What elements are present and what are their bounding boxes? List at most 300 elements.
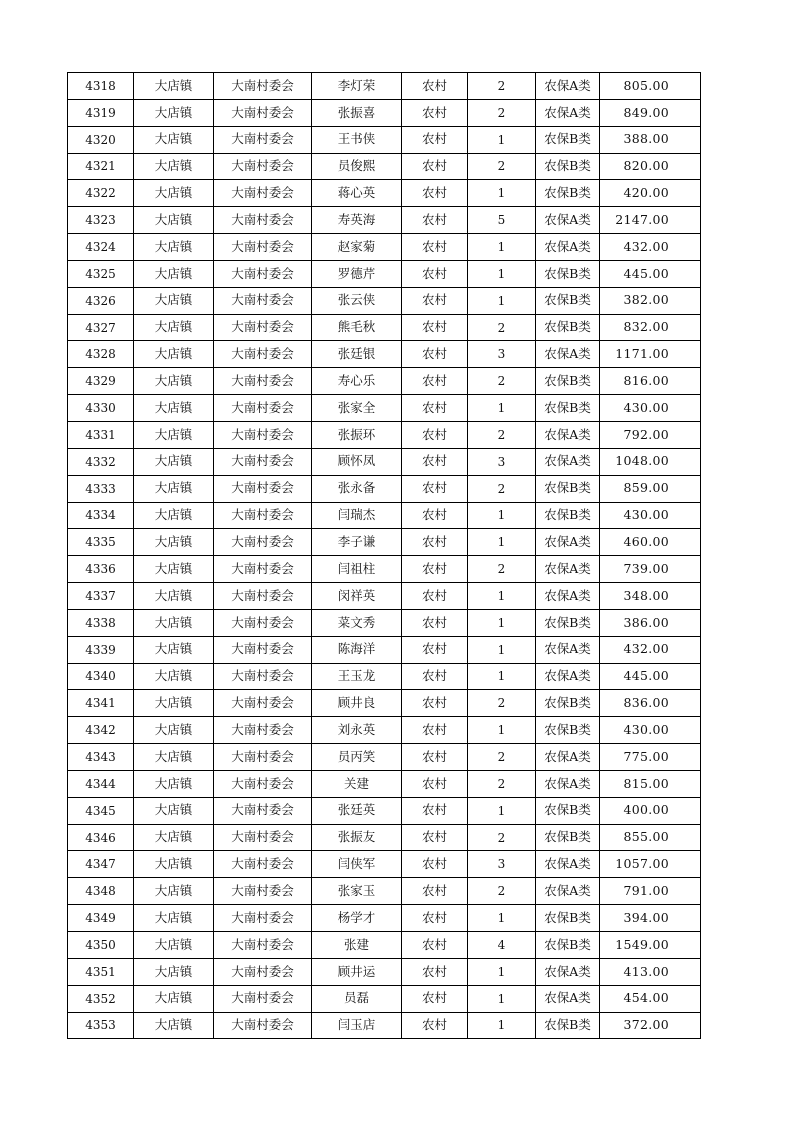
residence-type-cell: 农村 <box>402 260 468 287</box>
amount-cell: 791.00 <box>600 878 701 905</box>
household-size-cell: 1 <box>468 905 536 932</box>
insurance-category-cell: 农保A类 <box>536 851 600 878</box>
residence-type-cell: 农村 <box>402 314 468 341</box>
residence-type-cell: 农村 <box>402 529 468 556</box>
household-size-cell: 1 <box>468 180 536 207</box>
household-size-cell: 2 <box>468 475 536 502</box>
residence-type-cell: 农村 <box>402 99 468 126</box>
insurance-category-cell: 农保A类 <box>536 744 600 771</box>
residence-type-cell: 农村 <box>402 341 468 368</box>
residence-type-cell: 农村 <box>402 985 468 1012</box>
town-cell: 大店镇 <box>134 260 214 287</box>
insurance-category-cell: 农保A类 <box>536 636 600 663</box>
record-id-cell: 4343 <box>68 744 134 771</box>
household-size-cell: 1 <box>468 260 536 287</box>
table-row <box>68 260 701 287</box>
town-cell: 大店镇 <box>134 851 214 878</box>
table-row <box>68 99 701 126</box>
household-size-cell: 2 <box>468 73 536 100</box>
insurance-category-cell: 农保A类 <box>536 583 600 610</box>
insurance-category-cell: 农保A类 <box>536 421 600 448</box>
town-cell: 大店镇 <box>134 207 214 234</box>
town-cell: 大店镇 <box>134 878 214 905</box>
amount-cell: 430.00 <box>600 395 701 422</box>
village-committee-cell: 大南村委会 <box>214 234 312 261</box>
amount-cell: 849.00 <box>600 99 701 126</box>
village-committee-cell: 大南村委会 <box>214 609 312 636</box>
table-row <box>68 395 701 422</box>
village-committee-cell: 大南村委会 <box>214 556 312 583</box>
household-size-cell: 1 <box>468 1012 536 1039</box>
town-cell: 大店镇 <box>134 395 214 422</box>
residence-type-cell: 农村 <box>402 690 468 717</box>
insurance-category-cell: 农保B类 <box>536 717 600 744</box>
record-id-cell: 4346 <box>68 824 134 851</box>
record-id-cell: 4321 <box>68 153 134 180</box>
amount-cell: 432.00 <box>600 636 701 663</box>
town-cell: 大店镇 <box>134 341 214 368</box>
amount-cell: 859.00 <box>600 475 701 502</box>
village-committee-cell: 大南村委会 <box>214 207 312 234</box>
name-cell: 寿英海 <box>312 207 402 234</box>
residence-type-cell: 农村 <box>402 475 468 502</box>
residence-type-cell: 农村 <box>402 556 468 583</box>
name-cell: 刘永英 <box>312 717 402 744</box>
name-cell: 员磊 <box>312 985 402 1012</box>
amount-cell: 820.00 <box>600 153 701 180</box>
household-size-cell: 2 <box>468 690 536 717</box>
village-committee-cell: 大南村委会 <box>214 932 312 959</box>
record-id-cell: 4327 <box>68 314 134 341</box>
household-size-cell: 2 <box>468 878 536 905</box>
household-size-cell: 5 <box>468 207 536 234</box>
table-row <box>68 797 701 824</box>
residence-type-cell: 农村 <box>402 287 468 314</box>
name-cell: 王书侠 <box>312 126 402 153</box>
village-committee-cell: 大南村委会 <box>214 368 312 395</box>
household-size-cell: 2 <box>468 824 536 851</box>
table-row <box>68 824 701 851</box>
name-cell: 李子谦 <box>312 529 402 556</box>
household-size-cell: 2 <box>468 368 536 395</box>
village-committee-cell: 大南村委会 <box>214 770 312 797</box>
town-cell: 大店镇 <box>134 717 214 744</box>
residence-type-cell: 农村 <box>402 153 468 180</box>
village-committee-cell: 大南村委会 <box>214 663 312 690</box>
insurance-category-cell: 农保B类 <box>536 126 600 153</box>
residence-type-cell: 农村 <box>402 770 468 797</box>
name-cell: 闫祖柱 <box>312 556 402 583</box>
village-committee-cell: 大南村委会 <box>214 126 312 153</box>
amount-cell: 388.00 <box>600 126 701 153</box>
village-committee-cell: 大南村委会 <box>214 395 312 422</box>
insurance-category-cell: 农保B类 <box>536 797 600 824</box>
residence-type-cell: 农村 <box>402 368 468 395</box>
village-committee-cell: 大南村委会 <box>214 341 312 368</box>
record-id-cell: 4333 <box>68 475 134 502</box>
insurance-category-cell: 农保A类 <box>536 556 600 583</box>
amount-cell: 775.00 <box>600 744 701 771</box>
village-committee-cell: 大南村委会 <box>214 985 312 1012</box>
residence-type-cell: 农村 <box>402 448 468 475</box>
amount-cell: 420.00 <box>600 180 701 207</box>
amount-cell: 454.00 <box>600 985 701 1012</box>
table-row <box>68 287 701 314</box>
town-cell: 大店镇 <box>134 502 214 529</box>
household-size-cell: 1 <box>468 234 536 261</box>
town-cell: 大店镇 <box>134 1012 214 1039</box>
amount-cell: 400.00 <box>600 797 701 824</box>
household-size-cell: 1 <box>468 636 536 663</box>
household-size-cell: 1 <box>468 126 536 153</box>
table-row <box>68 690 701 717</box>
table-row <box>68 958 701 985</box>
amount-cell: 432.00 <box>600 234 701 261</box>
record-id-cell: 4324 <box>68 234 134 261</box>
residence-type-cell: 农村 <box>402 73 468 100</box>
name-cell: 关建 <box>312 770 402 797</box>
insurance-category-cell: 农保B类 <box>536 905 600 932</box>
record-id-cell: 4345 <box>68 797 134 824</box>
amount-cell: 382.00 <box>600 287 701 314</box>
amount-cell: 739.00 <box>600 556 701 583</box>
record-id-cell: 4341 <box>68 690 134 717</box>
name-cell: 熊毛秋 <box>312 314 402 341</box>
residence-type-cell: 农村 <box>402 1012 468 1039</box>
town-cell: 大店镇 <box>134 287 214 314</box>
town-cell: 大店镇 <box>134 932 214 959</box>
amount-cell: 2147.00 <box>600 207 701 234</box>
record-id-cell: 4331 <box>68 421 134 448</box>
town-cell: 大店镇 <box>134 99 214 126</box>
residence-type-cell: 农村 <box>402 395 468 422</box>
household-size-cell: 2 <box>468 314 536 341</box>
village-committee-cell: 大南村委会 <box>214 958 312 985</box>
table-row <box>68 314 701 341</box>
insurance-category-cell: 农保B类 <box>536 824 600 851</box>
name-cell: 张廷银 <box>312 341 402 368</box>
insurance-category-cell: 农保A类 <box>536 448 600 475</box>
town-cell: 大店镇 <box>134 73 214 100</box>
table-row <box>68 421 701 448</box>
name-cell: 张云侠 <box>312 287 402 314</box>
record-id-cell: 4337 <box>68 583 134 610</box>
amount-cell: 805.00 <box>600 73 701 100</box>
insurance-category-cell: 农保A类 <box>536 529 600 556</box>
household-size-cell: 2 <box>468 770 536 797</box>
village-committee-cell: 大南村委会 <box>214 905 312 932</box>
record-id-cell: 4320 <box>68 126 134 153</box>
residence-type-cell: 农村 <box>402 717 468 744</box>
insurance-category-cell: 农保B类 <box>536 260 600 287</box>
insurance-category-cell: 农保B类 <box>536 153 600 180</box>
table-row <box>68 207 701 234</box>
village-committee-cell: 大南村委会 <box>214 180 312 207</box>
record-id-cell: 4336 <box>68 556 134 583</box>
village-committee-cell: 大南村委会 <box>214 583 312 610</box>
household-size-cell: 1 <box>468 985 536 1012</box>
village-committee-cell: 大南村委会 <box>214 153 312 180</box>
record-id-cell: 4335 <box>68 529 134 556</box>
town-cell: 大店镇 <box>134 583 214 610</box>
table-row <box>68 234 701 261</box>
village-committee-cell: 大南村委会 <box>214 502 312 529</box>
amount-cell: 430.00 <box>600 717 701 744</box>
name-cell: 陈海洋 <box>312 636 402 663</box>
town-cell: 大店镇 <box>134 985 214 1012</box>
town-cell: 大店镇 <box>134 958 214 985</box>
table-row <box>68 717 701 744</box>
record-id-cell: 4322 <box>68 180 134 207</box>
household-size-cell: 3 <box>468 341 536 368</box>
name-cell: 张廷英 <box>312 797 402 824</box>
residence-type-cell: 农村 <box>402 824 468 851</box>
insurance-category-cell: 农保B类 <box>536 475 600 502</box>
name-cell: 顾井良 <box>312 690 402 717</box>
record-id-cell: 4334 <box>68 502 134 529</box>
record-id-cell: 4330 <box>68 395 134 422</box>
village-committee-cell: 大南村委会 <box>214 475 312 502</box>
insurance-category-cell: 农保A类 <box>536 663 600 690</box>
village-committee-cell: 大南村委会 <box>214 287 312 314</box>
table-row <box>68 180 701 207</box>
table-row <box>68 609 701 636</box>
name-cell: 张建 <box>312 932 402 959</box>
household-size-cell: 1 <box>468 797 536 824</box>
village-committee-cell: 大南村委会 <box>214 690 312 717</box>
town-cell: 大店镇 <box>134 153 214 180</box>
town-cell: 大店镇 <box>134 368 214 395</box>
record-id-cell: 4328 <box>68 341 134 368</box>
insurance-category-cell: 农保A类 <box>536 341 600 368</box>
name-cell: 闵祥英 <box>312 583 402 610</box>
name-cell: 罗德芹 <box>312 260 402 287</box>
insurance-category-cell: 农保B类 <box>536 314 600 341</box>
residence-type-cell: 农村 <box>402 583 468 610</box>
name-cell: 顾井运 <box>312 958 402 985</box>
town-cell: 大店镇 <box>134 180 214 207</box>
amount-cell: 430.00 <box>600 502 701 529</box>
household-size-cell: 1 <box>468 609 536 636</box>
town-cell: 大店镇 <box>134 475 214 502</box>
amount-cell: 792.00 <box>600 421 701 448</box>
record-id-cell: 4348 <box>68 878 134 905</box>
village-committee-cell: 大南村委会 <box>214 797 312 824</box>
town-cell: 大店镇 <box>134 448 214 475</box>
table-row <box>68 153 701 180</box>
town-cell: 大店镇 <box>134 824 214 851</box>
village-committee-cell: 大南村委会 <box>214 1012 312 1039</box>
name-cell: 张家玉 <box>312 878 402 905</box>
record-id-cell: 4339 <box>68 636 134 663</box>
name-cell: 闫侠军 <box>312 851 402 878</box>
record-id-cell: 4332 <box>68 448 134 475</box>
table-row <box>68 851 701 878</box>
table-row <box>68 744 701 771</box>
record-id-cell: 4340 <box>68 663 134 690</box>
table-row <box>68 770 701 797</box>
residence-type-cell: 农村 <box>402 797 468 824</box>
name-cell: 菜文秀 <box>312 609 402 636</box>
town-cell: 大店镇 <box>134 770 214 797</box>
insurance-category-cell: 农保B类 <box>536 395 600 422</box>
household-size-cell: 1 <box>468 529 536 556</box>
town-cell: 大店镇 <box>134 609 214 636</box>
village-committee-cell: 大南村委会 <box>214 529 312 556</box>
name-cell: 杨学才 <box>312 905 402 932</box>
name-cell: 张振环 <box>312 421 402 448</box>
table-row <box>68 502 701 529</box>
table-row <box>68 636 701 663</box>
town-cell: 大店镇 <box>134 529 214 556</box>
town-cell: 大店镇 <box>134 421 214 448</box>
name-cell: 李灯荣 <box>312 73 402 100</box>
household-size-cell: 2 <box>468 556 536 583</box>
town-cell: 大店镇 <box>134 905 214 932</box>
residence-type-cell: 农村 <box>402 609 468 636</box>
table-row <box>68 932 701 959</box>
amount-cell: 815.00 <box>600 770 701 797</box>
town-cell: 大店镇 <box>134 636 214 663</box>
amount-cell: 816.00 <box>600 368 701 395</box>
amount-cell: 1048.00 <box>600 448 701 475</box>
table-row <box>68 878 701 905</box>
insurance-category-cell: 农保A类 <box>536 878 600 905</box>
insurance-category-cell: 农保A类 <box>536 985 600 1012</box>
residence-type-cell: 农村 <box>402 502 468 529</box>
household-size-cell: 2 <box>468 421 536 448</box>
insurance-category-cell: 农保B类 <box>536 287 600 314</box>
residence-type-cell: 农村 <box>402 744 468 771</box>
record-id-cell: 4318 <box>68 73 134 100</box>
residence-type-cell: 农村 <box>402 663 468 690</box>
benefit-register-table <box>67 72 701 1039</box>
table-row <box>68 529 701 556</box>
town-cell: 大店镇 <box>134 744 214 771</box>
name-cell: 员俊熙 <box>312 153 402 180</box>
household-size-cell: 1 <box>468 958 536 985</box>
table-row <box>68 1012 701 1039</box>
residence-type-cell: 农村 <box>402 878 468 905</box>
household-size-cell: 2 <box>468 99 536 126</box>
table-row <box>68 368 701 395</box>
name-cell: 张家全 <box>312 395 402 422</box>
village-committee-cell: 大南村委会 <box>214 878 312 905</box>
village-committee-cell: 大南村委会 <box>214 314 312 341</box>
insurance-category-cell: 农保B类 <box>536 932 600 959</box>
record-id-cell: 4350 <box>68 932 134 959</box>
name-cell: 张振友 <box>312 824 402 851</box>
record-id-cell: 4344 <box>68 770 134 797</box>
village-committee-cell: 大南村委会 <box>214 448 312 475</box>
table-row <box>68 556 701 583</box>
insurance-category-cell: 农保A类 <box>536 207 600 234</box>
village-committee-cell: 大南村委会 <box>214 260 312 287</box>
village-committee-cell: 大南村委会 <box>214 99 312 126</box>
town-cell: 大店镇 <box>134 797 214 824</box>
table-row <box>68 985 701 1012</box>
amount-cell: 445.00 <box>600 663 701 690</box>
table-row <box>68 663 701 690</box>
table-row <box>68 475 701 502</box>
insurance-category-cell: 农保A类 <box>536 770 600 797</box>
amount-cell: 460.00 <box>600 529 701 556</box>
residence-type-cell: 农村 <box>402 234 468 261</box>
table-row <box>68 448 701 475</box>
town-cell: 大店镇 <box>134 556 214 583</box>
residence-type-cell: 农村 <box>402 851 468 878</box>
amount-cell: 1057.00 <box>600 851 701 878</box>
record-id-cell: 4353 <box>68 1012 134 1039</box>
table-row <box>68 73 701 100</box>
insurance-category-cell: 农保B类 <box>536 1012 600 1039</box>
record-id-cell: 4326 <box>68 287 134 314</box>
amount-cell: 413.00 <box>600 958 701 985</box>
amount-cell: 386.00 <box>600 609 701 636</box>
name-cell: 闫瑞杰 <box>312 502 402 529</box>
name-cell: 张永备 <box>312 475 402 502</box>
amount-cell: 1171.00 <box>600 341 701 368</box>
residence-type-cell: 农村 <box>402 958 468 985</box>
insurance-category-cell: 农保A类 <box>536 99 600 126</box>
household-size-cell: 1 <box>468 663 536 690</box>
town-cell: 大店镇 <box>134 126 214 153</box>
amount-cell: 832.00 <box>600 314 701 341</box>
insurance-category-cell: 农保B类 <box>536 180 600 207</box>
name-cell: 顾怀凤 <box>312 448 402 475</box>
record-id-cell: 4351 <box>68 958 134 985</box>
table-row <box>68 583 701 610</box>
village-committee-cell: 大南村委会 <box>214 824 312 851</box>
residence-type-cell: 农村 <box>402 636 468 663</box>
household-size-cell: 3 <box>468 448 536 475</box>
record-id-cell: 4319 <box>68 99 134 126</box>
household-size-cell: 2 <box>468 153 536 180</box>
amount-cell: 836.00 <box>600 690 701 717</box>
household-size-cell: 4 <box>468 932 536 959</box>
name-cell: 寿心乐 <box>312 368 402 395</box>
amount-cell: 372.00 <box>600 1012 701 1039</box>
name-cell: 蒋心英 <box>312 180 402 207</box>
amount-cell: 855.00 <box>600 824 701 851</box>
insurance-category-cell: 农保B类 <box>536 690 600 717</box>
residence-type-cell: 农村 <box>402 207 468 234</box>
village-committee-cell: 大南村委会 <box>214 636 312 663</box>
residence-type-cell: 农村 <box>402 905 468 932</box>
town-cell: 大店镇 <box>134 690 214 717</box>
name-cell: 张振喜 <box>312 99 402 126</box>
amount-cell: 394.00 <box>600 905 701 932</box>
residence-type-cell: 农村 <box>402 932 468 959</box>
name-cell: 王玉龙 <box>312 663 402 690</box>
residence-type-cell: 农村 <box>402 421 468 448</box>
record-id-cell: 4329 <box>68 368 134 395</box>
record-id-cell: 4325 <box>68 260 134 287</box>
household-size-cell: 1 <box>468 395 536 422</box>
household-size-cell: 1 <box>468 583 536 610</box>
name-cell: 员丙笑 <box>312 744 402 771</box>
village-committee-cell: 大南村委会 <box>214 717 312 744</box>
insurance-category-cell: 农保B类 <box>536 368 600 395</box>
village-committee-cell: 大南村委会 <box>214 851 312 878</box>
record-id-cell: 4342 <box>68 717 134 744</box>
amount-cell: 1549.00 <box>600 932 701 959</box>
table-body <box>68 73 701 1039</box>
record-id-cell: 4352 <box>68 985 134 1012</box>
residence-type-cell: 农村 <box>402 180 468 207</box>
insurance-category-cell: 农保A类 <box>536 958 600 985</box>
insurance-category-cell: 农保A类 <box>536 234 600 261</box>
